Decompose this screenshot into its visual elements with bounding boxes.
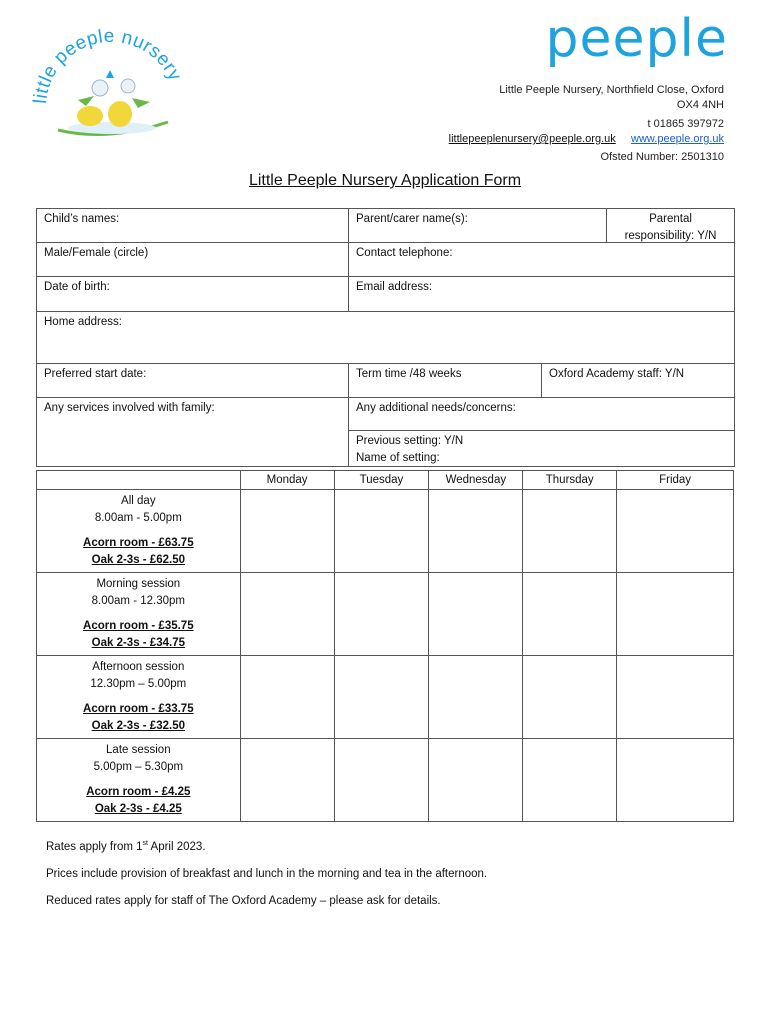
session-time: 8.00am - 12.30pm <box>91 595 185 607</box>
previous-setting-field[interactable] <box>348 430 735 467</box>
field-label: Date of birth: <box>44 281 110 293</box>
booking-cell[interactable] <box>523 656 617 739</box>
session-info <box>37 656 241 739</box>
page-title: Little Peeple Nursery Application Form <box>248 172 522 189</box>
booking-cell[interactable] <box>334 739 429 822</box>
booking-cell[interactable] <box>334 656 429 739</box>
field-label: Preferred start date: <box>44 368 147 380</box>
day-header: Friday <box>617 471 734 490</box>
parent-names-field[interactable] <box>348 208 607 243</box>
session-time: 12.30pm – 5.00pm <box>90 678 187 690</box>
session-name: Morning session <box>96 578 181 590</box>
field-label: Contact telephone: <box>356 247 453 259</box>
table-row <box>37 490 734 573</box>
booking-cell[interactable] <box>334 490 429 573</box>
acorn-price: Acorn room - £35.75 <box>83 620 194 632</box>
session-name: Afternoon session <box>92 661 185 673</box>
services-field[interactable] <box>36 397 349 467</box>
table-row <box>37 656 734 739</box>
field-label: Male/Female (circle) <box>44 247 149 259</box>
corner-cell <box>37 471 241 490</box>
booking-cell[interactable] <box>334 573 429 656</box>
field-label: Parental <box>649 213 692 225</box>
gender-field[interactable] <box>36 242 349 277</box>
booking-cell[interactable] <box>429 490 523 573</box>
reduced-rates-note: Reduced rates apply for staff of The Oxford Academy – please ask for details. <box>46 895 441 907</box>
oak-price: Oak 2-3s - £4.25 <box>94 803 182 815</box>
preferred-start-field[interactable] <box>36 363 349 398</box>
ofsted-number: Ofsted Number: 2501310 <box>600 151 724 163</box>
day-header: Wednesday <box>429 471 523 490</box>
booking-cell[interactable] <box>617 573 734 656</box>
oxford-staff-field[interactable] <box>541 363 735 398</box>
date-of-birth-field[interactable] <box>36 276 349 312</box>
additional-needs-field[interactable] <box>348 397 735 431</box>
day-header: Tuesday <box>334 471 429 490</box>
rates-sup: st <box>142 840 148 847</box>
childs-names-field[interactable] <box>36 208 349 243</box>
home-address-field[interactable] <box>36 311 735 364</box>
field-label: Parent/carer name(s): <box>356 213 468 225</box>
booking-cell[interactable] <box>429 573 523 656</box>
field-label: Email address: <box>356 281 433 293</box>
oak-price: Oak 2-3s - £32.50 <box>91 720 185 732</box>
acorn-price: Acorn room - £4.25 <box>86 786 191 798</box>
little-peeple-nursery-logo <box>28 18 188 146</box>
session-name: Late session <box>106 744 171 756</box>
rates-note <box>46 840 206 853</box>
field-label: Oxford Academy staff: Y/N <box>549 368 685 380</box>
address-line-1: Little Peeple Nursery, Northfield Close, Oxford <box>499 84 724 96</box>
email-address-field[interactable] <box>348 276 735 312</box>
acorn-price: Acorn room - £63.75 <box>83 537 194 549</box>
day-header: Monday <box>240 471 334 490</box>
session-time: 8.00am - 5.00pm <box>94 512 182 524</box>
booking-cell[interactable] <box>617 656 734 739</box>
field-label: responsibility: Y/N <box>624 230 717 242</box>
session-info <box>37 739 241 822</box>
booking-cell[interactable] <box>617 739 734 822</box>
prices-note: Prices include provision of breakfast and lunch in the morning and tea in the afternoon. <box>46 868 488 880</box>
booking-cell[interactable] <box>429 739 523 822</box>
session-info <box>37 490 241 573</box>
phone-number: t 01865 397972 <box>647 118 724 130</box>
field-label: Previous setting: Y/N <box>356 435 464 447</box>
booking-cell[interactable] <box>523 490 617 573</box>
field-label: Home address: <box>44 316 122 328</box>
session-info <box>37 573 241 656</box>
booking-cell[interactable] <box>429 656 523 739</box>
website-link[interactable]: www.peeple.org.uk <box>631 133 724 145</box>
booking-cell[interactable] <box>240 656 334 739</box>
field-label: Term time /48 weeks <box>356 368 462 380</box>
email-link[interactable]: littlepeeplenursery@peeple.org.uk <box>448 133 616 145</box>
booking-cell[interactable] <box>240 490 334 573</box>
table-row <box>37 739 734 822</box>
table-header-row <box>37 471 734 490</box>
field-label: Any additional needs/concerns: <box>356 402 516 414</box>
oak-price: Oak 2-3s - £62.50 <box>91 554 185 566</box>
booking-cell[interactable] <box>617 490 734 573</box>
field-label: Any services involved with family: <box>44 402 215 414</box>
field-label: Child’s names: <box>44 213 120 225</box>
booking-cell[interactable] <box>240 739 334 822</box>
table-row <box>37 573 734 656</box>
day-header: Thursday <box>523 471 617 490</box>
booking-cell[interactable] <box>240 573 334 656</box>
peeple-logo: peeple <box>545 9 728 69</box>
acorn-price: Acorn room - £33.75 <box>83 703 194 715</box>
session-time: 5.00pm – 5.30pm <box>93 761 184 773</box>
contact-telephone-field[interactable] <box>348 242 735 277</box>
oak-price: Oak 2-3s - £34.75 <box>91 637 185 649</box>
address-line-2: OX4 4NH <box>676 99 724 111</box>
logo-arc-text: little peeple nursery <box>30 25 186 105</box>
booking-cell[interactable] <box>523 573 617 656</box>
parental-responsibility-field[interactable] <box>606 208 735 243</box>
term-time-field[interactable] <box>348 363 542 398</box>
field-label: Name of setting: <box>356 452 440 464</box>
rates-text: Rates apply from 1 <box>46 840 143 853</box>
contact-links <box>449 133 724 145</box>
session-schedule-table <box>36 470 734 822</box>
session-name: All day <box>121 495 156 507</box>
rates-text-end: April 2023. <box>147 840 206 853</box>
booking-cell[interactable] <box>523 739 617 822</box>
